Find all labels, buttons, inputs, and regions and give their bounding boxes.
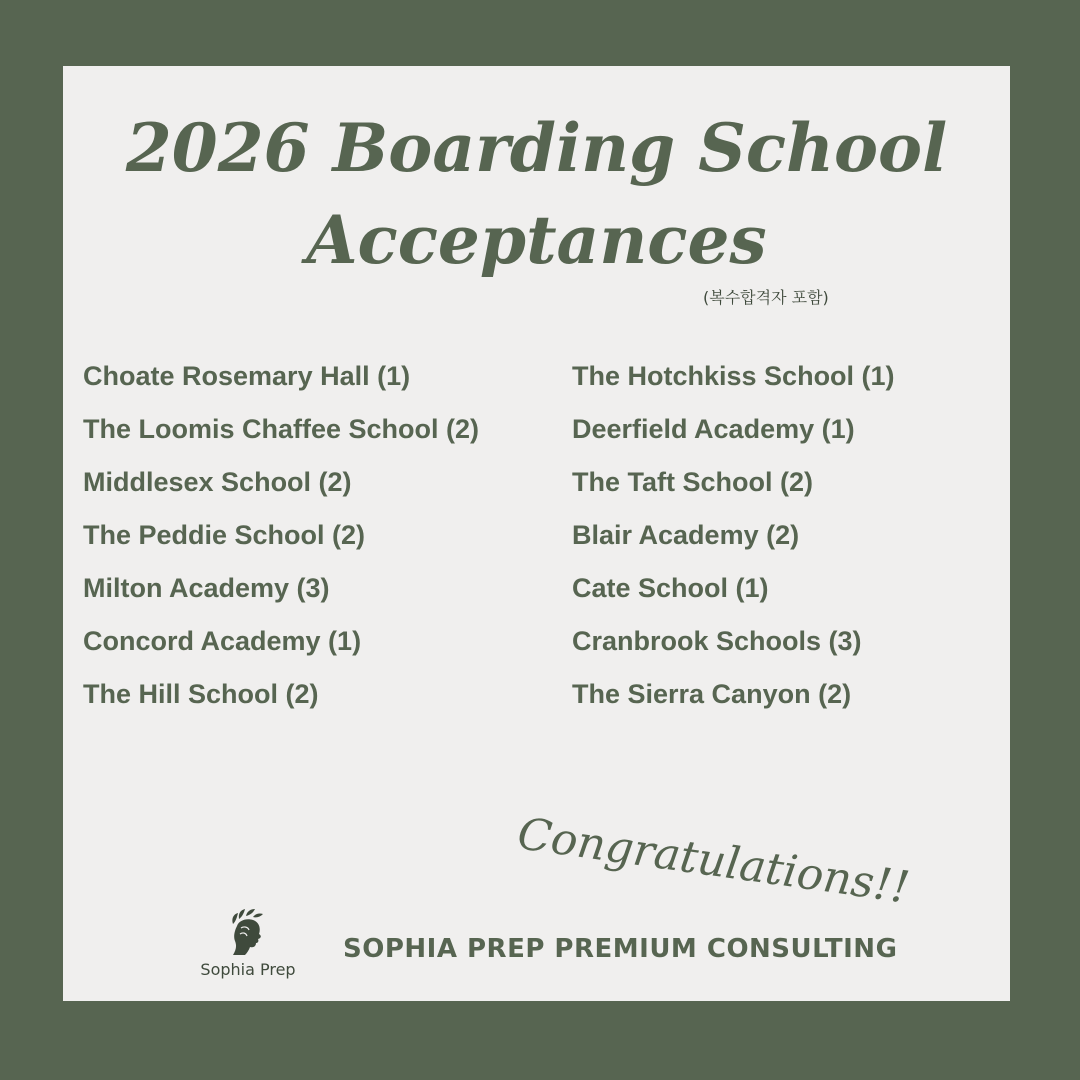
school-item: The Sierra Canyon (2): [572, 679, 852, 709]
school-list-right: [572, 350, 895, 721]
school-item: Choate Rosemary Hall (1): [83, 361, 411, 391]
school-item: Concord Academy (1): [83, 626, 362, 656]
laurel-head-icon: [225, 908, 271, 956]
school-item: The Peddie School (2): [83, 520, 366, 550]
page-title: [63, 102, 1010, 286]
school-item: The Hotchkiss School (1): [572, 361, 895, 391]
multiple-acceptance-note: (복수합격자 포함): [703, 288, 829, 307]
school-list-left: [83, 350, 479, 721]
logo-text: Sophia Prep: [200, 960, 296, 979]
announcement-card: [63, 66, 1010, 1001]
congratulations-text: Congratulations!!: [514, 808, 913, 914]
school-item: Middlesex School (2): [83, 467, 352, 497]
title-line-1: 2026 Boarding School: [125, 109, 948, 187]
title-line-2: Acceptances: [306, 201, 767, 279]
school-item: The Hill School (2): [83, 679, 319, 709]
school-item: The Loomis Chaffee School (2): [83, 414, 480, 444]
school-item: Cranbrook Schools (3): [572, 626, 862, 656]
sophia-prep-logo: [193, 908, 303, 979]
school-item: Blair Academy (2): [572, 520, 800, 550]
school-item: The Taft School (2): [572, 467, 813, 497]
school-item: Deerfield Academy (1): [572, 414, 855, 444]
school-item: Milton Academy (3): [83, 573, 330, 603]
brand-name: SOPHIA PREP PREMIUM CONSULTING: [343, 934, 898, 964]
school-item: Cate School (1): [572, 573, 769, 603]
